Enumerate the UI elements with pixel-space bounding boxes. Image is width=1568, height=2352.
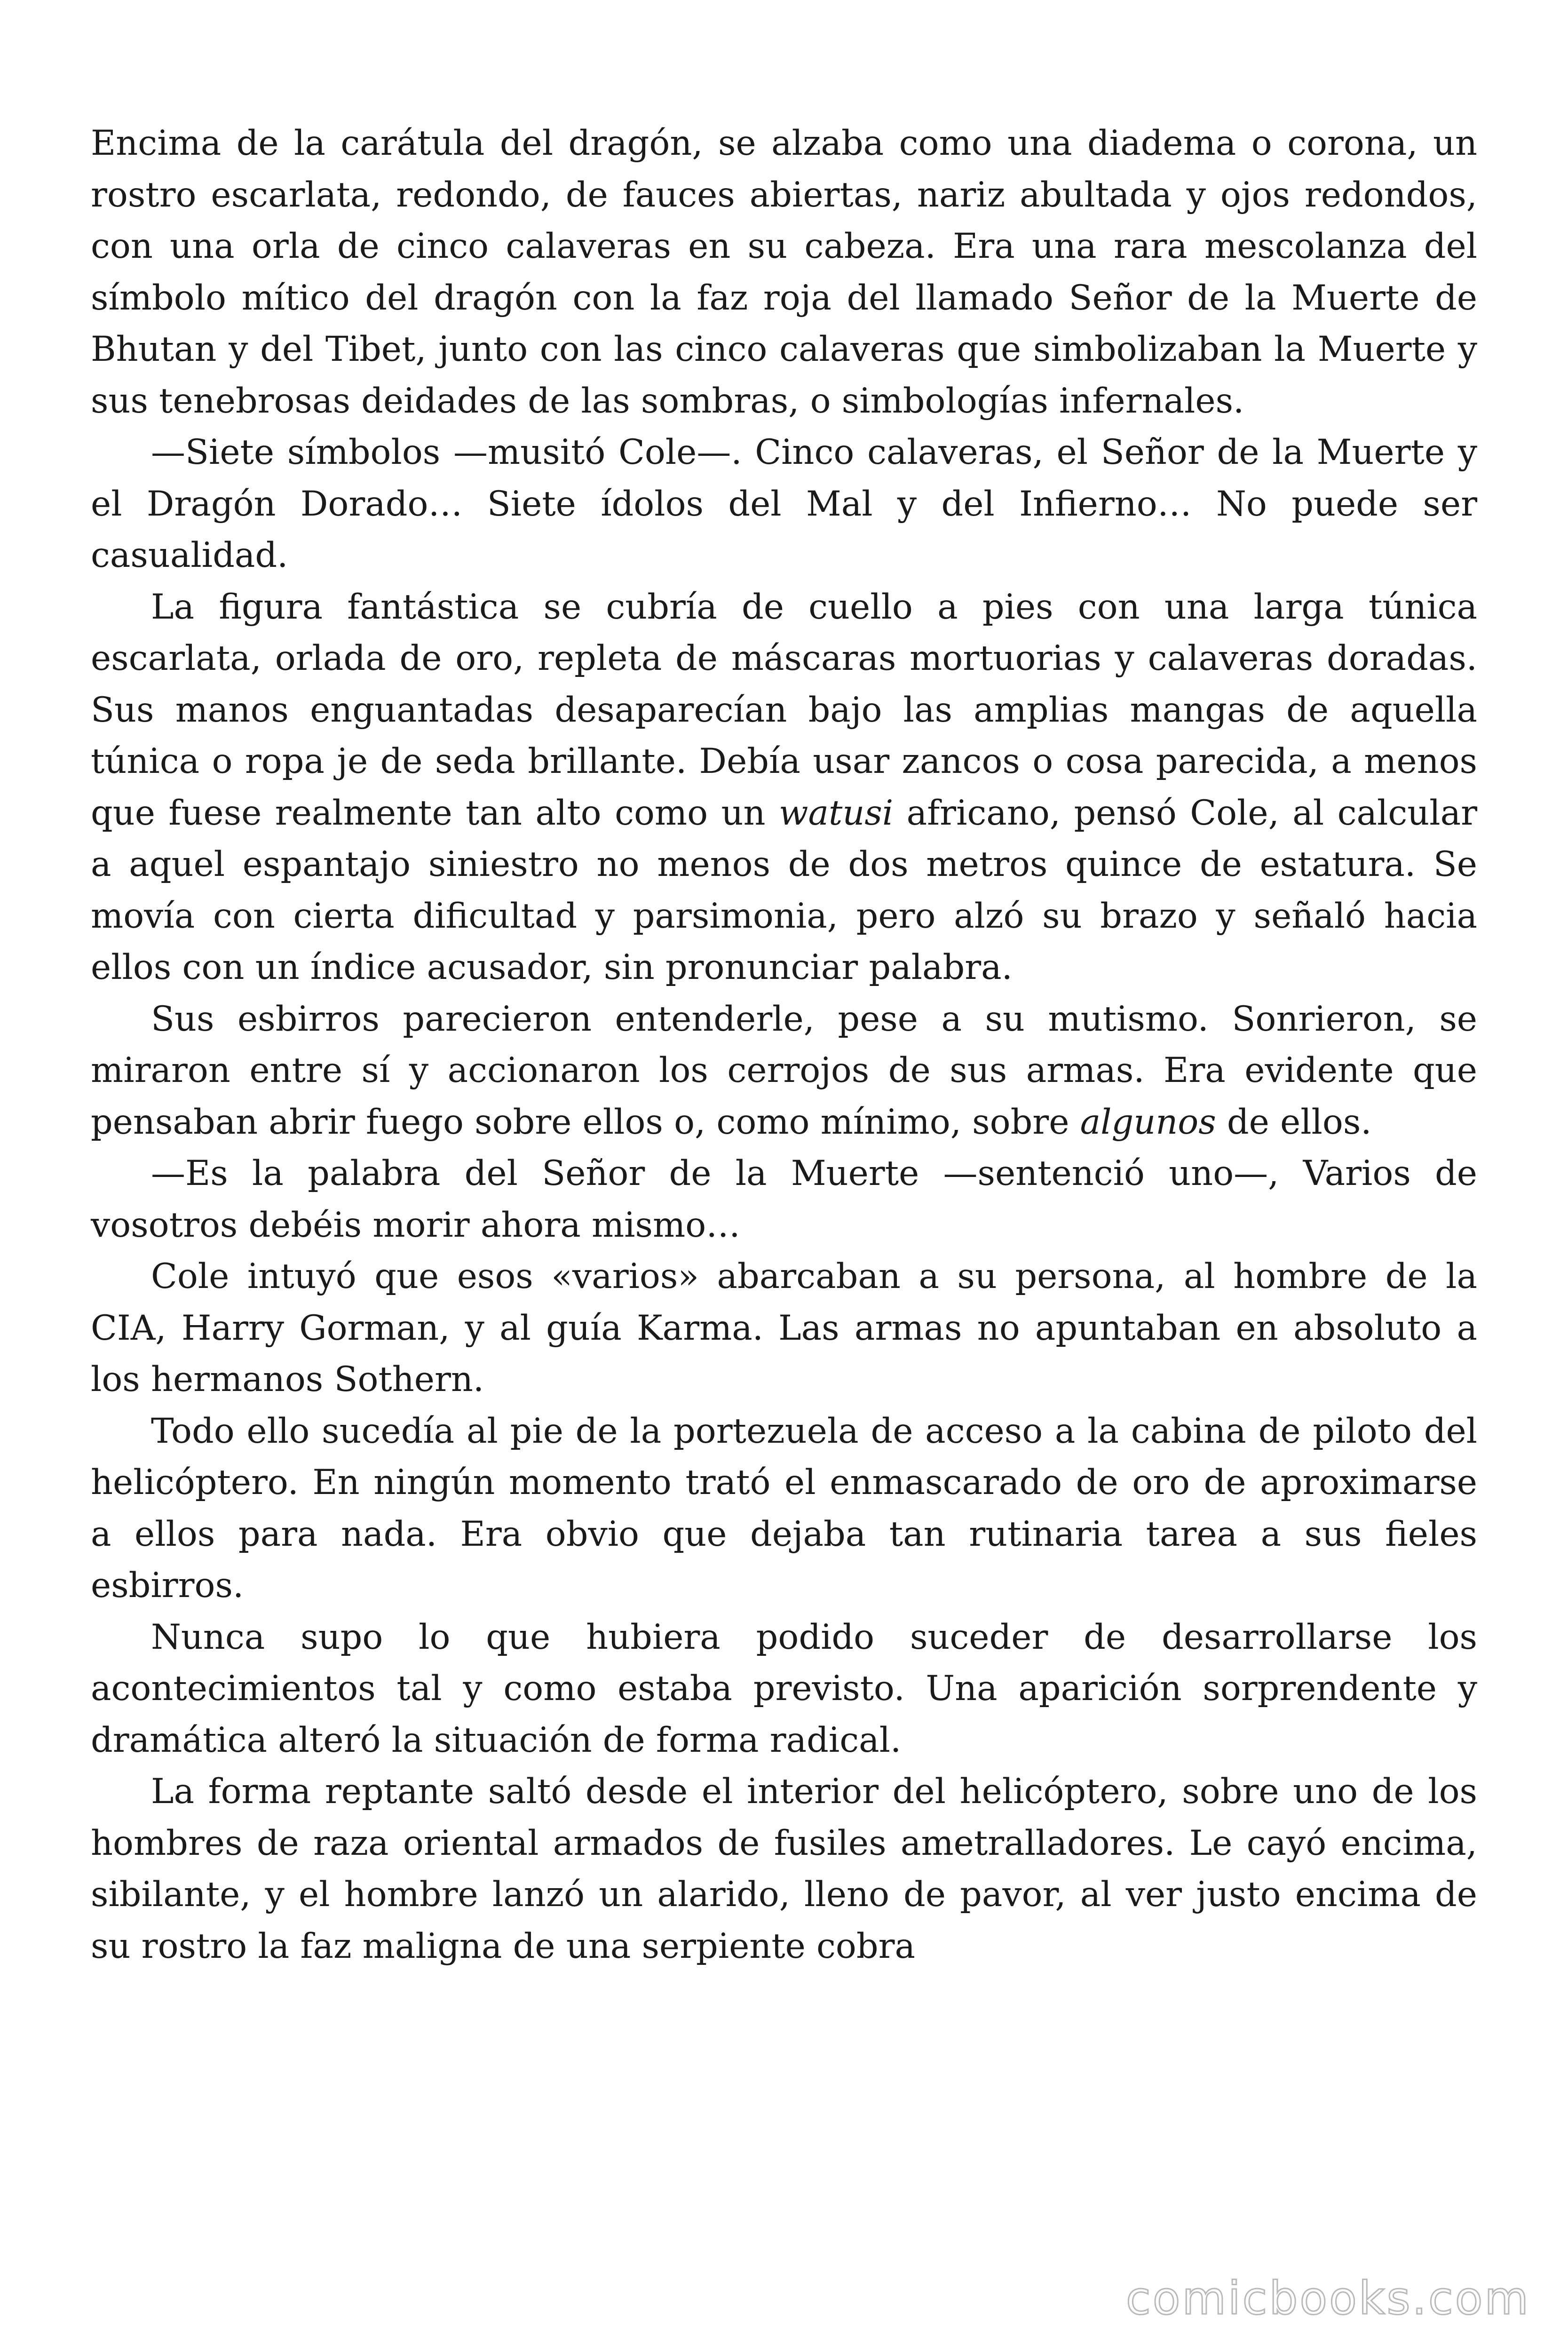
paragraph-6: Cole intuyó que esos «varios» abarcaban a su persona, al hombre de la CIA, Harry Gorman, y al guía Karma. Las armas no apuntaban en absoluto a los hermanos Sothern. <box>91 1256 1477 1399</box>
paragraph-4-text-a: Sus esbirros parecieron entenderle, pese a su mutismo. Sonrieron, se miraron entre sí y accionaron los cerrojos de sus armas. Era evidente que pensaban abrir fuego sobre ellos o, como mínimo, sobre <box>91 999 1477 1142</box>
book-page-text <box>91 118 1477 1972</box>
paragraph-3-text-b: africano, pensó Cole, al calcular a aquel espantajo siniestro no menos de dos metros quince de estatura. Se movía con cierta dificultad y parsimonia, pero alzó su brazo y señaló hacia ellos con un índice acusador, sin pronunciar palabra. <box>91 793 1478 987</box>
paragraph-4-text-b: de ellos. <box>1216 1102 1372 1142</box>
paragraph-5: —Es la palabra del Señor de la Muerte —sentenció uno—, Varios de vosotros debéis morir ahora mismo… <box>91 1153 1477 1245</box>
paragraph-9: La forma reptante saltó desde el interior del helicóptero, sobre uno de los hombres de raza oriental armados de fusiles ametralladores. Le cayó encima, sibilante, y el hombre lanzó un alarido, lleno de pavor, al ver justo encima de su rostro la faz maligna de una serpiente cobra <box>91 1772 1477 1966</box>
paragraph-7: Todo ello sucedía al pie de la portezuela de acceso a la cabina de piloto del helicóptero. En ningún momento trató el enmascarado de oro de aproximarse a ellos para nada. Era obvio que dejaba tan rutinaria tarea a sus fieles esbirros. <box>91 1411 1477 1605</box>
paragraph-2: —Siete símbolos —musitó Cole—. Cinco calaveras, el Señor de la Muerte y el Dragón Dorado… Siete ídolos del Mal y del Infierno… No puede ser casualidad. <box>91 432 1477 575</box>
paragraph-4-italic-word: algunos <box>1080 1102 1216 1142</box>
paragraph-3-text-a: La figura fantástica se cubría de cuello a pies con una larga túnica escarlata, orlada de oro, repleta de máscaras mortuorias y calaveras doradas. Sus manos enguantadas desaparecían bajo las amplias mangas de aquella túnica o ropa je de seda brillante. Debía usar zancos o cosa parecida, a menos que fuese realmente tan alto como un <box>91 587 1477 833</box>
paragraph-8: Nunca supo lo que hubiera podido suceder de desarrollarse los acontecimientos tal y como estaba previsto. Una aparición sorprendente y dramática alteró la situación de forma radical. <box>91 1617 1477 1760</box>
paragraph-3-italic-word: watusi <box>779 793 894 833</box>
watermark: comicbooks.com <box>1125 2272 1530 2325</box>
paragraph-1: Encima de la carátula del dragón, se alzaba como una diadema o corona, un rostro escarlata, redondo, de fauces abiertas, nariz abultada y ojos redondos, con una orla de cinco calaveras en su cabeza. Era una rara mescolanza del símbolo mítico del dragón con la faz roja del llamado Señor de la Muerte de Bhutan y del Tibet, junto con las cinco calaveras que simbolizaban la Muerte y sus tenebrosas deidades de las sombras, o simbologías infernales. <box>91 123 1477 421</box>
paragraph-4 <box>91 993 1477 1148</box>
paragraph-3 <box>91 581 1477 993</box>
